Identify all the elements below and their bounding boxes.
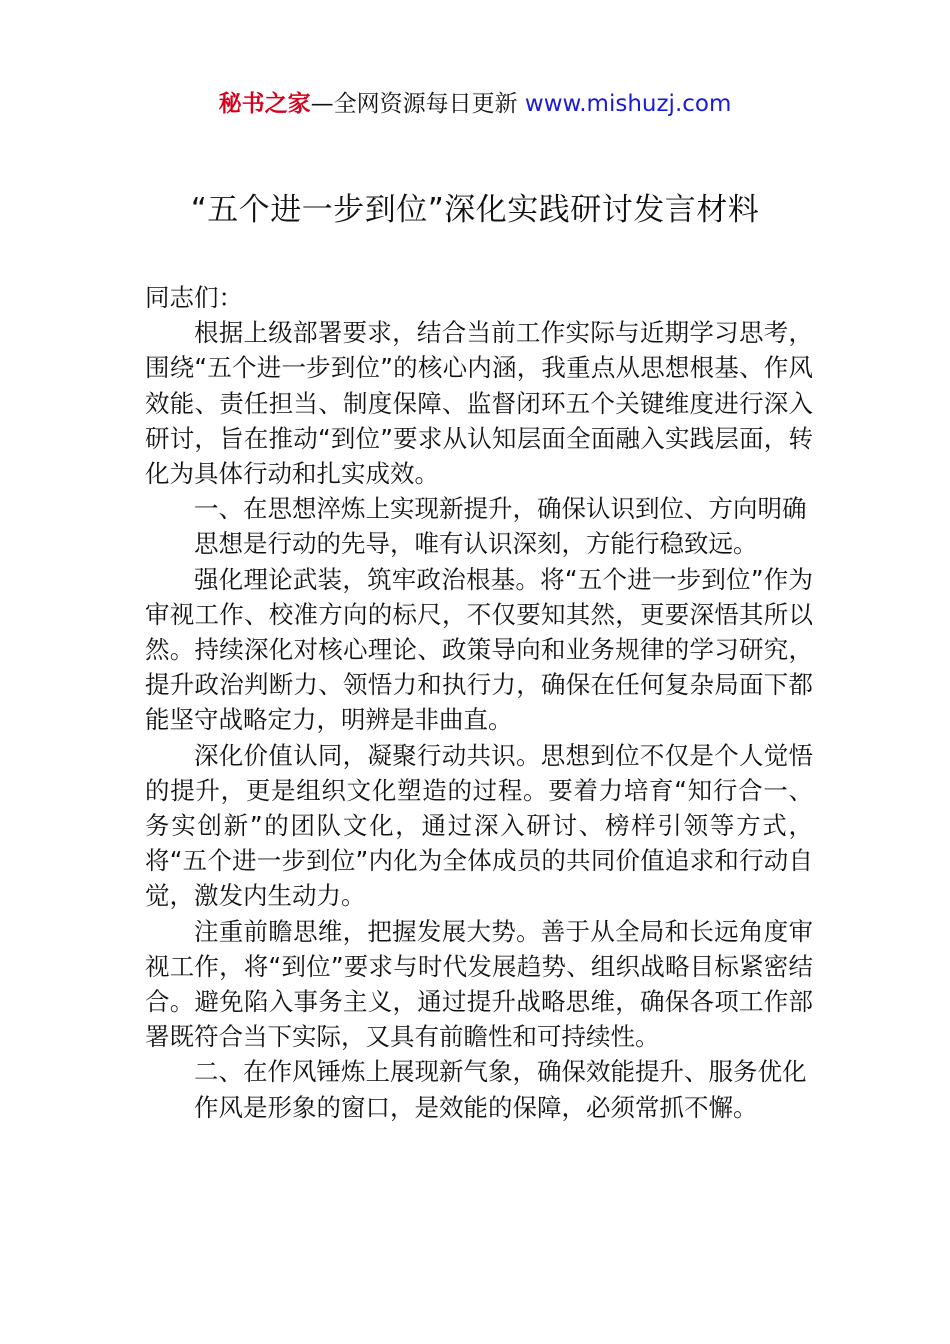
header-tagline: —全网资源每日更新 <box>310 91 518 117</box>
body-paragraph: 深化价值认同，凝聚行动共识。思想到位不仅是个人觉悟的提升，更是组织文化塑造的过程。要着力培育“知行合一、务实创新”的团队文化，通过深入研讨、榜样引领等方式，将“五个进一步到位”内化为全体成员的共同价值追求和行动自觉，激发内生动力。 <box>145 740 813 911</box>
site-header <box>0 86 950 122</box>
document-body <box>145 280 813 1125</box>
site-url-link[interactable]: www.mishuzj.com <box>524 91 732 117</box>
section-heading-2: 二、在作风锤炼上展现新气象，确保效能提升、服务优化 <box>194 1057 807 1087</box>
document-title: “五个进一步到位”深化实践研讨发言材料 <box>190 192 760 228</box>
section-heading-1: 一、在思想淬炼上实现新提升，确保认识到位、方向明确 <box>194 494 807 524</box>
body-paragraph: 思想是行动的先导，唯有认识深刻，方能行稳致远。 <box>194 529 758 559</box>
salutation: 同志们： <box>145 283 243 312</box>
body-paragraph: 强化理论武装，筑牢政治根基。将“五个进一步到位”作为审视工作、校准方向的标尺，不仅要知其然，更要深悟其所以然。持续深化对核心理论、政策导向和业务规律的学习研究，提升政治判断力、领悟力和执行力，确保在任何复杂局面下都能坚守战略定力，明辨是非曲直。 <box>145 564 813 735</box>
intro-paragraph: 根据上级部署要求，结合当前工作实际与近期学习思考，围绕“五个进一步到位”的核心内涵，我重点从思想根基、作风效能、责任担当、制度保障、监督闭环五个关键维度进行深入研讨，旨在推动“到位”要求从认知层面全面融入实践层面，转化为具体行动和扎实成效。 <box>145 318 813 489</box>
body-paragraph: 注重前瞻思维，把握发展大势。善于从全局和长远角度审视工作，将“到位”要求与时代发展趋势、组织战略目标紧密结合。避免陷入事务主义，通过提升战略思维，确保各项工作部署既符合当下实际，又具有前瞻性和可持续性。 <box>145 916 813 1052</box>
brand-name: 秘书之家 <box>218 91 311 117</box>
body-paragraph: 作风是形象的窗口，是效能的保障，必须常抓不懈。 <box>194 1092 758 1122</box>
